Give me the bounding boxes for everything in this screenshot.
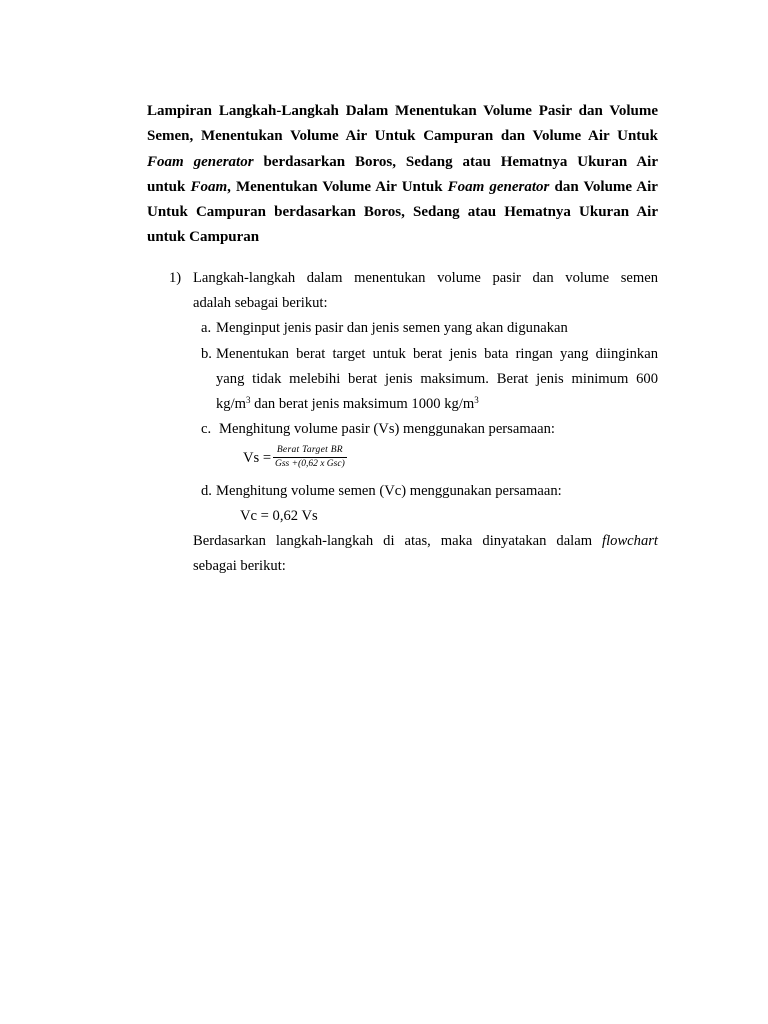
step-b-line-1: Menentukan berat target untuk berat jenis bata ringan yang diinginkan	[216, 346, 658, 362]
step-b-line-3-b: dan berat jenis maksimum 1000 kg/m	[250, 396, 475, 412]
item-number: 1)	[169, 270, 182, 286]
heading-line-3	[147, 150, 658, 175]
appendix-heading	[147, 99, 658, 251]
closing-line-1	[193, 531, 658, 551]
heading-italic-foam: Foam	[190, 178, 228, 195]
step-c-marker: c.	[201, 421, 212, 437]
step-a-text: Menginput jenis pasir dan jenis semen yang akan digunakan	[216, 320, 568, 336]
heading-italic-foam-generator-2: Foam generator	[447, 178, 550, 195]
superscript-3: 3	[246, 395, 251, 405]
closing-italic-flowchart: flowchart	[602, 533, 658, 549]
step-d-marker: d.	[201, 483, 212, 499]
step-b-line-2: yang tidak melebihi berat jenis maksimum. Berat jenis minimum 600	[216, 371, 658, 387]
equation-vc: Vc = 0,62 Vs	[240, 508, 318, 524]
fraction-bar	[273, 457, 347, 458]
heading-line-4	[147, 175, 658, 200]
heading-line-4-b: , Menentukan Volume Air Untuk	[227, 178, 448, 195]
heading-line-2: Semen, Menentukan Volume Air Untuk Campuran dan Volume Air Untuk	[147, 128, 658, 145]
heading-line-3-rest: berdasarkan Boros, Sedang atau Hematnya Ukuran Air	[253, 153, 658, 170]
equation-vs-fraction	[273, 445, 347, 470]
step-b-line-3-a: kg/m	[216, 396, 246, 412]
closing-line-1-a: Berdasarkan langkah-langkah di atas, maka dinyatakan dalam	[193, 533, 603, 549]
item-1-line-2: adalah sebagai berikut:	[193, 295, 328, 311]
step-b-marker: b.	[201, 346, 212, 362]
heading-line-4-a: untuk	[147, 178, 191, 195]
heading-italic-foam-generator: Foam generator	[147, 153, 254, 170]
equation-vs-lhs: Vs =	[243, 450, 272, 466]
heading-line-4-c: dan Volume Air	[549, 178, 658, 195]
equation-denominator: Gss +(0,62 x Gsc)	[275, 459, 345, 469]
step-b-line-3	[216, 394, 479, 414]
heading-line-1: Lampiran Langkah-Langkah Dalam Menentukan Volume Pasir dan Volume	[147, 103, 658, 119]
step-c-text: Menghitung volume pasir (Vs) menggunakan persamaan:	[219, 421, 555, 437]
superscript-3: 3	[474, 395, 479, 405]
step-a-marker: a.	[201, 320, 212, 336]
item-1-line-1: Langkah-langkah dalam menentukan volume pasir dan volume semen	[193, 270, 658, 286]
heading-line-6: untuk Campuran	[147, 229, 260, 246]
heading-line-5: Untuk Campuran berdasarkan Boros, Sedang atau Hematnya Ukuran Air	[147, 204, 658, 221]
step-d-text: Menghitung volume semen (Vc) menggunakan persamaan:	[216, 483, 562, 499]
equation-numerator: Berat Target BR	[276, 445, 343, 455]
closing-line-2: sebagai berikut:	[193, 558, 286, 574]
